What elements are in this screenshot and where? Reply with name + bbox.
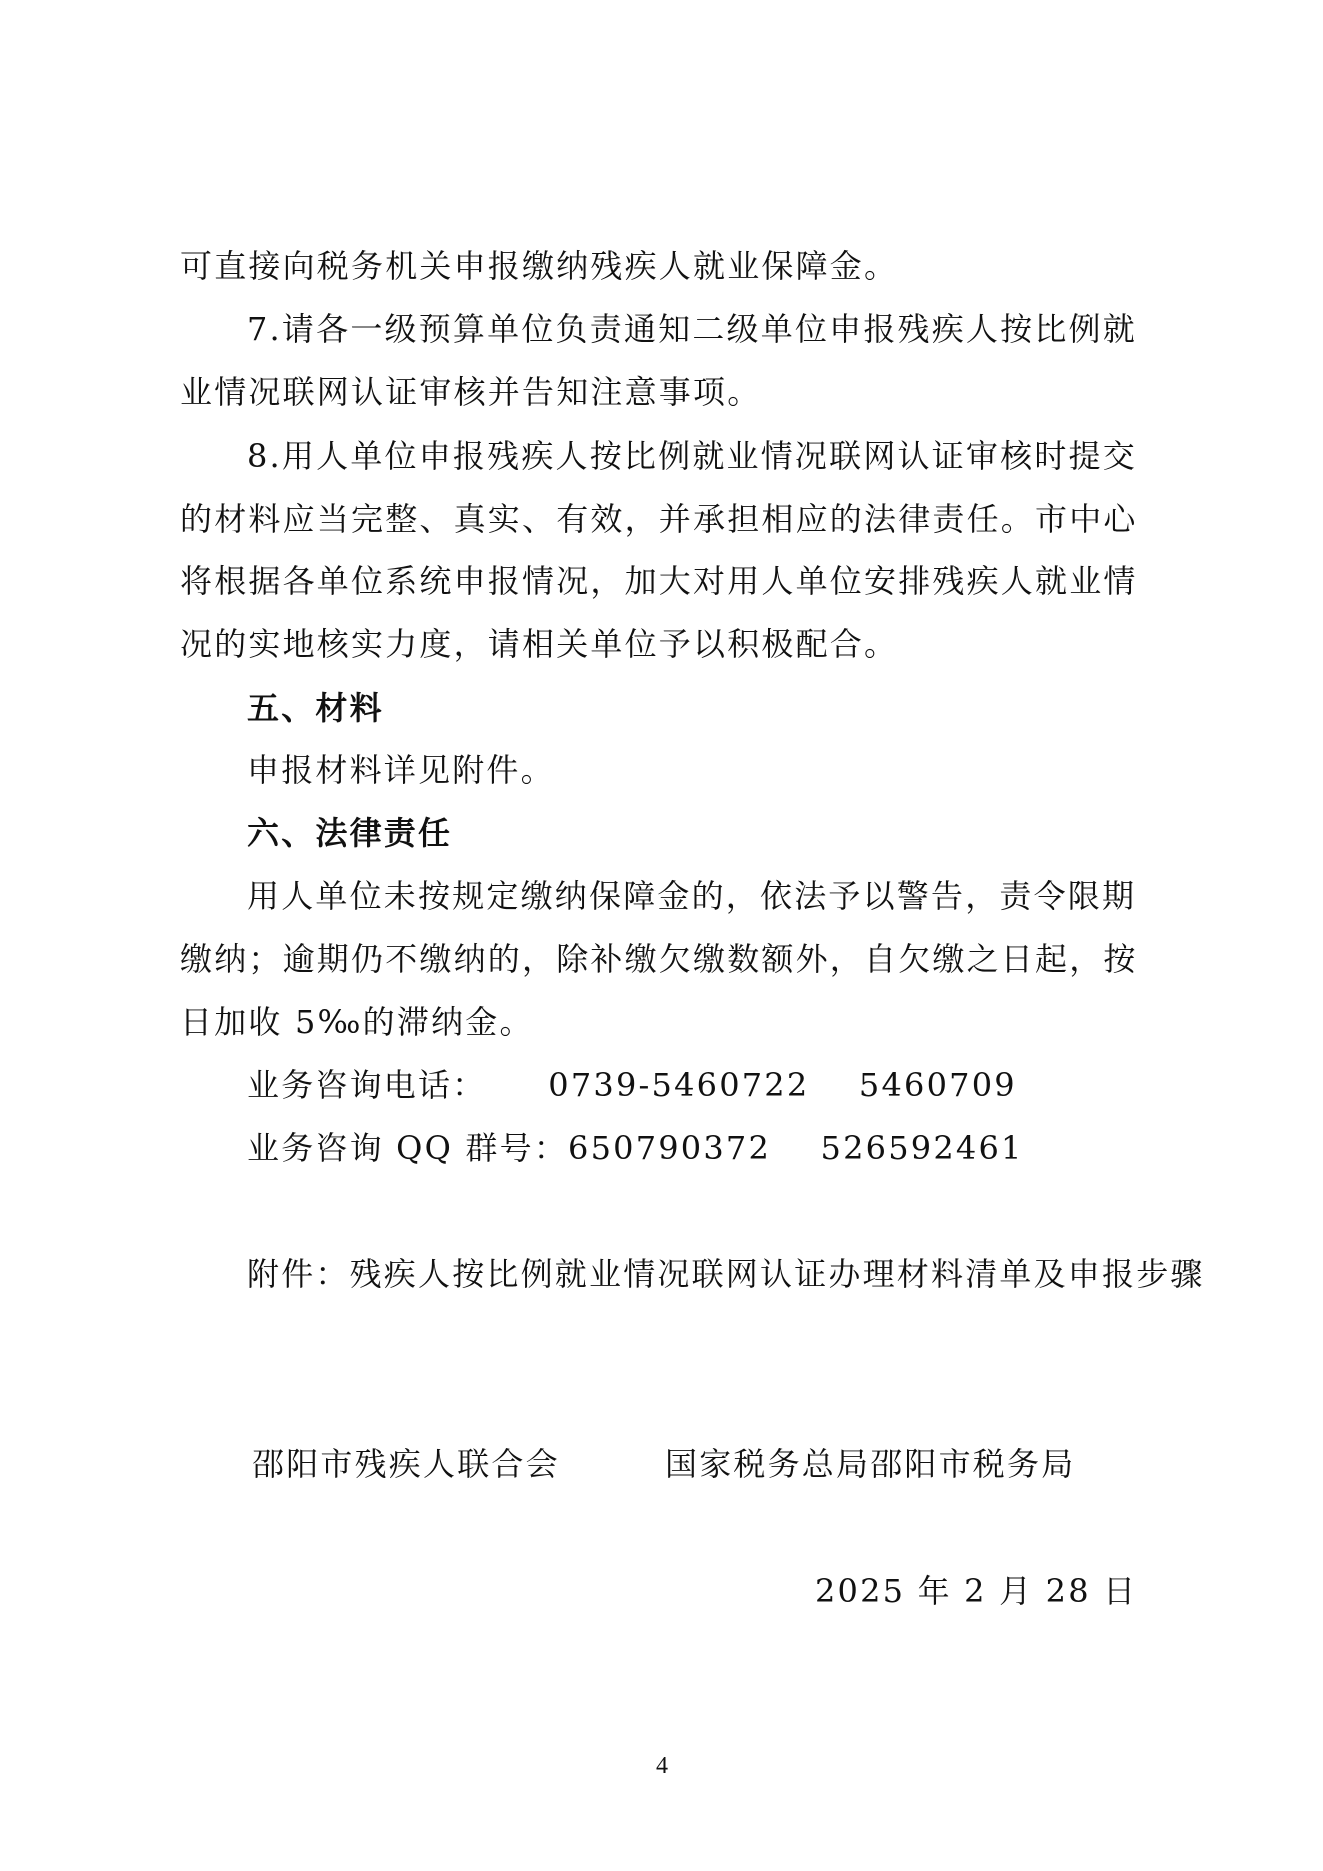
document-date: 2025 年 2 月 28 日 [815,1572,1138,1610]
issuer-tax-bureau: 国家税务总局邵阳市税务局 [665,1445,1076,1483]
paragraph-line: 可直接向税务机关申报缴纳残疾人就业保障金。 [180,247,899,285]
paragraph-line: 日加收 5‰的滞纳金。 [180,1003,534,1041]
paragraph-line: 的材料应当完整、真实、有效，并承担相应的法律责任。市中心 [180,500,1138,538]
page-number: 4 [656,1753,668,1779]
paragraph-line: 况的实地核实力度，请相关单位予以积极配合。 [180,625,899,663]
paragraph-line: 8.用人单位申报残疾人按比例就业情况联网认证审核时提交 [247,437,1137,475]
issuer-disabled-federation: 邵阳市残疾人联合会 [252,1445,560,1483]
paragraph-line: 将根据各单位系统申报情况，加大对用人单位安排残疾人就业情 [180,562,1138,600]
paragraph-line: 用人单位未按规定缴纳保障金的，依法予以警告，责令限期 [247,877,1137,915]
paragraph-line: 缴纳；逾期仍不缴纳的，除补缴欠缴数额外，自欠缴之日起，按 [180,940,1138,978]
paragraph-line: 7.请各一级预算单位负责通知二级单位申报残疾人按比例就 [247,310,1137,348]
contact-qq: 业务咨询 QQ 群号：650790372 526592461 [247,1129,1024,1167]
paragraph-line: 业情况联网认证审核并告知注意事项。 [180,373,762,411]
section-heading: 五、材料 [247,689,384,727]
attachment-note: 附件：残疾人按比例就业情况联网认证办理材料清单及申报步骤 [247,1255,1205,1293]
paragraph-line: 申报材料详见附件。 [247,751,555,789]
section-heading: 六、法律责任 [247,814,453,852]
contact-phone: 业务咨询电话： 0739-5460722 5460709 [247,1066,1017,1104]
